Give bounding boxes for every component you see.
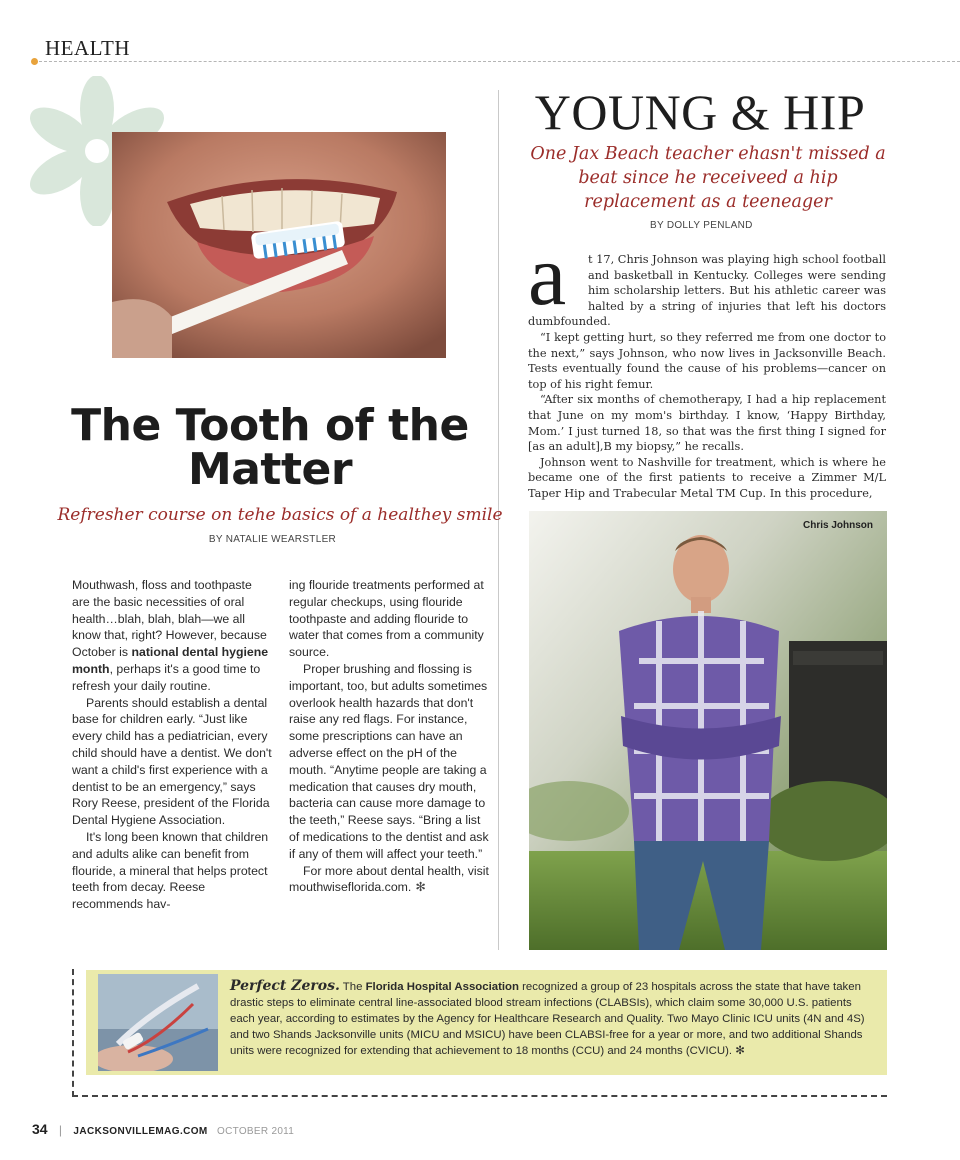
paragraph: Johnson went to Nashville for treatment, which is where he became one of the first patients to receive a Zimmer M/L Taper Hip and Trabecular Metal TM Cup. In this procedure, [528,455,886,500]
section-dot [31,58,38,65]
paragraph: Parents should establish a dental base for children early. “Just like every child has a pediatrician, every child should have a dentist. We don't want a child's first experience with a dentist to be an emergency,” says Rory Reese, president of the Florida Dental Hygiene Association. [72,695,272,828]
footer-separator: | [58,1123,63,1137]
paragraph: For more about dental health, visit mouthwiseflorida.com. ✻ [289,863,489,895]
page-footer [32,1121,294,1137]
article-byline-tooth: BY NATALIE WEARSTLER [208,534,337,545]
catheter-photo [98,974,218,1071]
footer-issue: OCTOBER 2011 [217,1126,295,1137]
section-divider [34,61,960,62]
sidebar-text: Perfect Zeros. The Florida Hospital Association recognized a group of 23 hospitals across the state that have taken drastic steps to eliminate central line-associated blood stream infections (CLABSIs), which claim some 30,000 U.S. patients each year, according to estimates by the Agency for Healthcare Research and Quality. Two Mayo Clinic ICU units (4N and 4S) and two Shands Jacksonville units (MICU and MSICU) have been CLABSI-free for a year or more, and two additional Shands units were recognized for extending that achievement to 18 months (CCU) and 24 months (CVICU). ✻ [230,978,865,1057]
paragraph: Proper brushing and flossing is important, too, but adults sometimes overlook health hazards that don't raise any red flags. For instance, some prescriptions can have an adverse effect on the pH of the mouth. “Anytime people are taking a medication that causes dry mouth, bacteria can cause more damage to the teeth,” Reese says. “Bring a list of medications to the dentist and ask if any of them will affect your teeth.” [289,661,489,861]
end-mark-icon: ✻ [735,1045,745,1057]
article-column-1 [72,577,272,913]
sidebar-box [86,970,887,1075]
paragraph: “After six months of chemotherapy, I had a hip replacement that June on my mom's birthday. I know, ‘Happy Birthday, Mom.’ I just turned 18, so that was the first thing I signed for [as an adult],B my biopsy,” he recalls. [528,393,886,454]
sidebar-org-name: Florida Hospital Association [365,981,519,993]
article-byline-young-hip: BY DOLLY PENLAND [650,220,753,231]
photo-caption: Chris Johnson [802,520,873,531]
paragraph: ing flouride treatments performed at regular checkups, using flouride toothpaste and adding flouride to water that comes from a community source. [289,578,484,660]
paragraph: Mouthwash, floss and toothpaste are the basic necessities of oral health…blah, blah, blah—we all know that, right? However, because October is national dental hygiene month, perhaps it's a good time to refresh your daily routine. [72,578,269,693]
toothbrush-smile-photo [112,132,446,358]
article-headline-young-hip: YOUNG & HIP [534,84,866,140]
section-label: HEALTH [45,36,131,60]
paragraph: “I kept getting hurt, so they referred me from one doctor to the next,” says Johnson, who now lives in Jacksonville Beach. Tests eventually found the cause of his problems—cancer on top of his right femur. [528,330,886,391]
article-column-2 [289,577,489,896]
drop-cap: a [528,227,567,323]
sidebar-lead: Perfect Zeros. [230,978,340,994]
perfect-zeros-sidebar [72,969,887,1097]
paragraph: t 17, Chris Johnson was playing high school football and basketball in Kentucky. Colleges were sending him scholarship letters. But his athletic career was halted by a string of injuries that left his doctors dumbfounded. [528,253,886,329]
article-deck-tooth: Refresher course on tehe basics of a healthey smile [57,505,503,525]
paragraph: It's long been known that children and adults alike can benefit from flouride, a mineral that helps protect teeth from decay. Reese recommends hav- [72,829,269,912]
end-mark-icon: ✻ [415,880,426,895]
article-body-young-hip [528,252,886,502]
article-deck-young-hip: One Jax Beach teacher ehasn't missed a beat since he receiveed a hip replacement as a teeneager [530,144,886,212]
chris-johnson-photo [529,511,887,950]
page-number: 34 [32,1121,48,1137]
footer-site: JACKSONVILLEMAG.COM [73,1126,208,1137]
article-headline-tooth: The Tooth of the Matter [71,400,469,495]
